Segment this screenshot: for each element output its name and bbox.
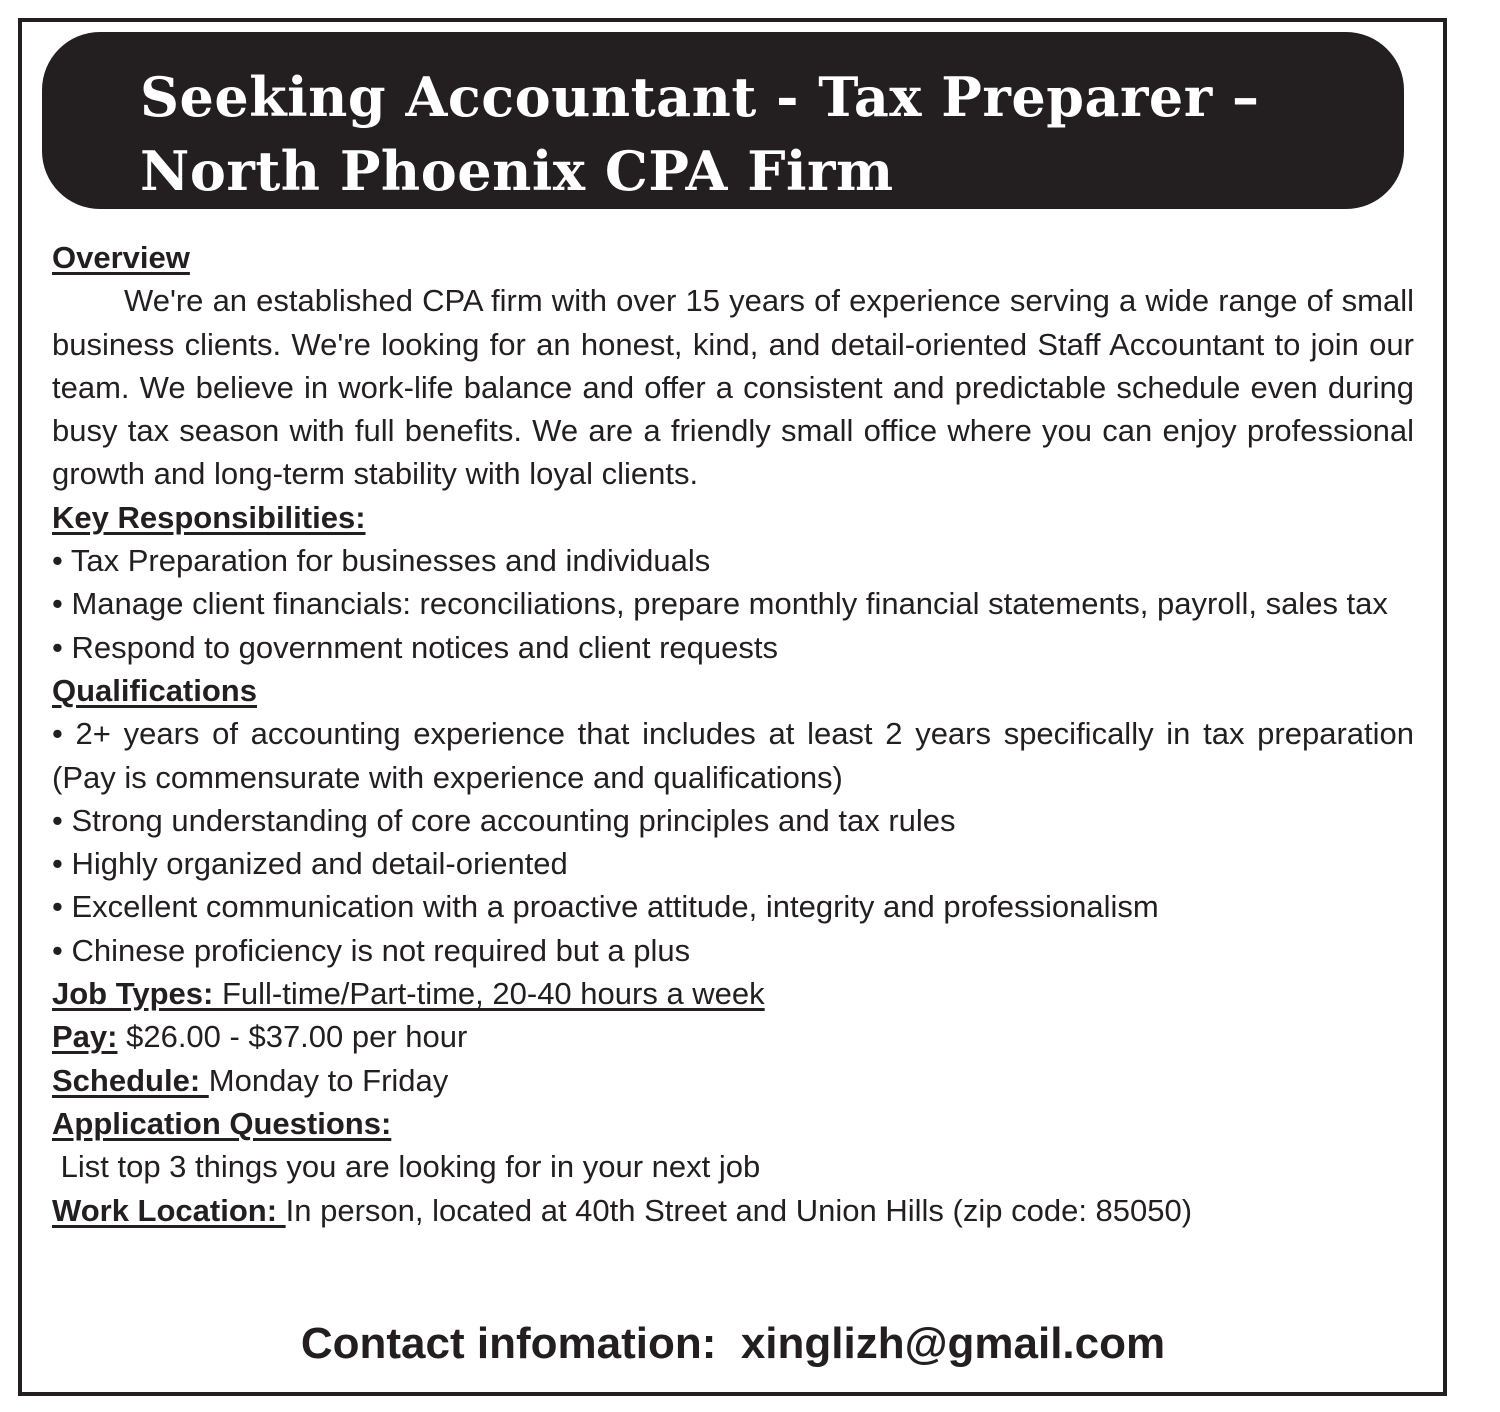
qualification-item: • Chinese proficiency is not required but a plus	[52, 932, 691, 968]
overview-text: We're an established CPA firm with over 15 years of experience serving a wide range of small business clients. We're looking for an honest, kind, and detail-oriented Staff Accountant to join our team. We believe in work-life balance and offer a consistent and predictable schedule even during busy tax season with full benefits. We are a friendly small office where you can enjoy professional growth and long-term stability with loyal clients.	[52, 283, 1414, 492]
qualification-item: • 2+ years of accounting experience that includes at least 2 years specifically in tax preparation (Pay is commensurate with experience and qualifications)	[52, 716, 1414, 795]
page-title	[140, 60, 1260, 208]
location-label: Work Location:	[52, 1192, 286, 1228]
overview-heading: Overview	[52, 240, 190, 275]
location-line	[52, 1189, 1414, 1232]
application-heading: Application Questions:	[52, 1105, 392, 1141]
pay-value: $26.00 - $37.00 per hour	[117, 1019, 468, 1055]
schedule-label: Schedule:	[52, 1062, 209, 1098]
qualification-item: • Strong understanding of core accounting principles and tax rules	[52, 802, 956, 838]
qualification-item: • Highly organized and detail-oriented	[52, 846, 568, 882]
pay-line	[52, 1015, 1414, 1058]
responsibility-item: • Tax Preparation for businesses and individuals	[52, 543, 711, 579]
job-types-line	[52, 972, 1414, 1015]
responsibility-item: • Manage client financials: reconciliations, prepare monthly financial statements, payroll, sales tax	[52, 586, 1388, 622]
job-types-value: Full-time/Part-time, 20-40 hours a week	[221, 976, 765, 1012]
responsibilities-heading: Key Responsibilities:	[52, 499, 366, 535]
qualifications-heading: Qualifications	[52, 672, 257, 708]
responsibility-item: • Respond to government notices and client requests	[52, 629, 779, 665]
job-types-label: Job Types:	[52, 976, 222, 1012]
title-line-2: North Phoenix CPA Firm	[140, 139, 894, 203]
contact-information: Contact infomation: xinglizh@gmail.com	[300, 1319, 1166, 1368]
ad-body	[52, 236, 1414, 1232]
schedule-value: Monday to Friday	[208, 1062, 449, 1098]
title-line-1: Seeking Accountant - Tax Preparer –	[140, 65, 1260, 129]
qualification-item: • Excellent communication with a proactive attitude, integrity and professionalism	[52, 889, 1159, 925]
pay-label: Pay:	[52, 1019, 118, 1055]
application-question: List top 3 things you are looking for in your next job	[52, 1149, 761, 1185]
schedule-line	[52, 1059, 1414, 1102]
location-value: In person, located at 40th Street and Union Hills (zip code: 85050)	[285, 1192, 1193, 1228]
